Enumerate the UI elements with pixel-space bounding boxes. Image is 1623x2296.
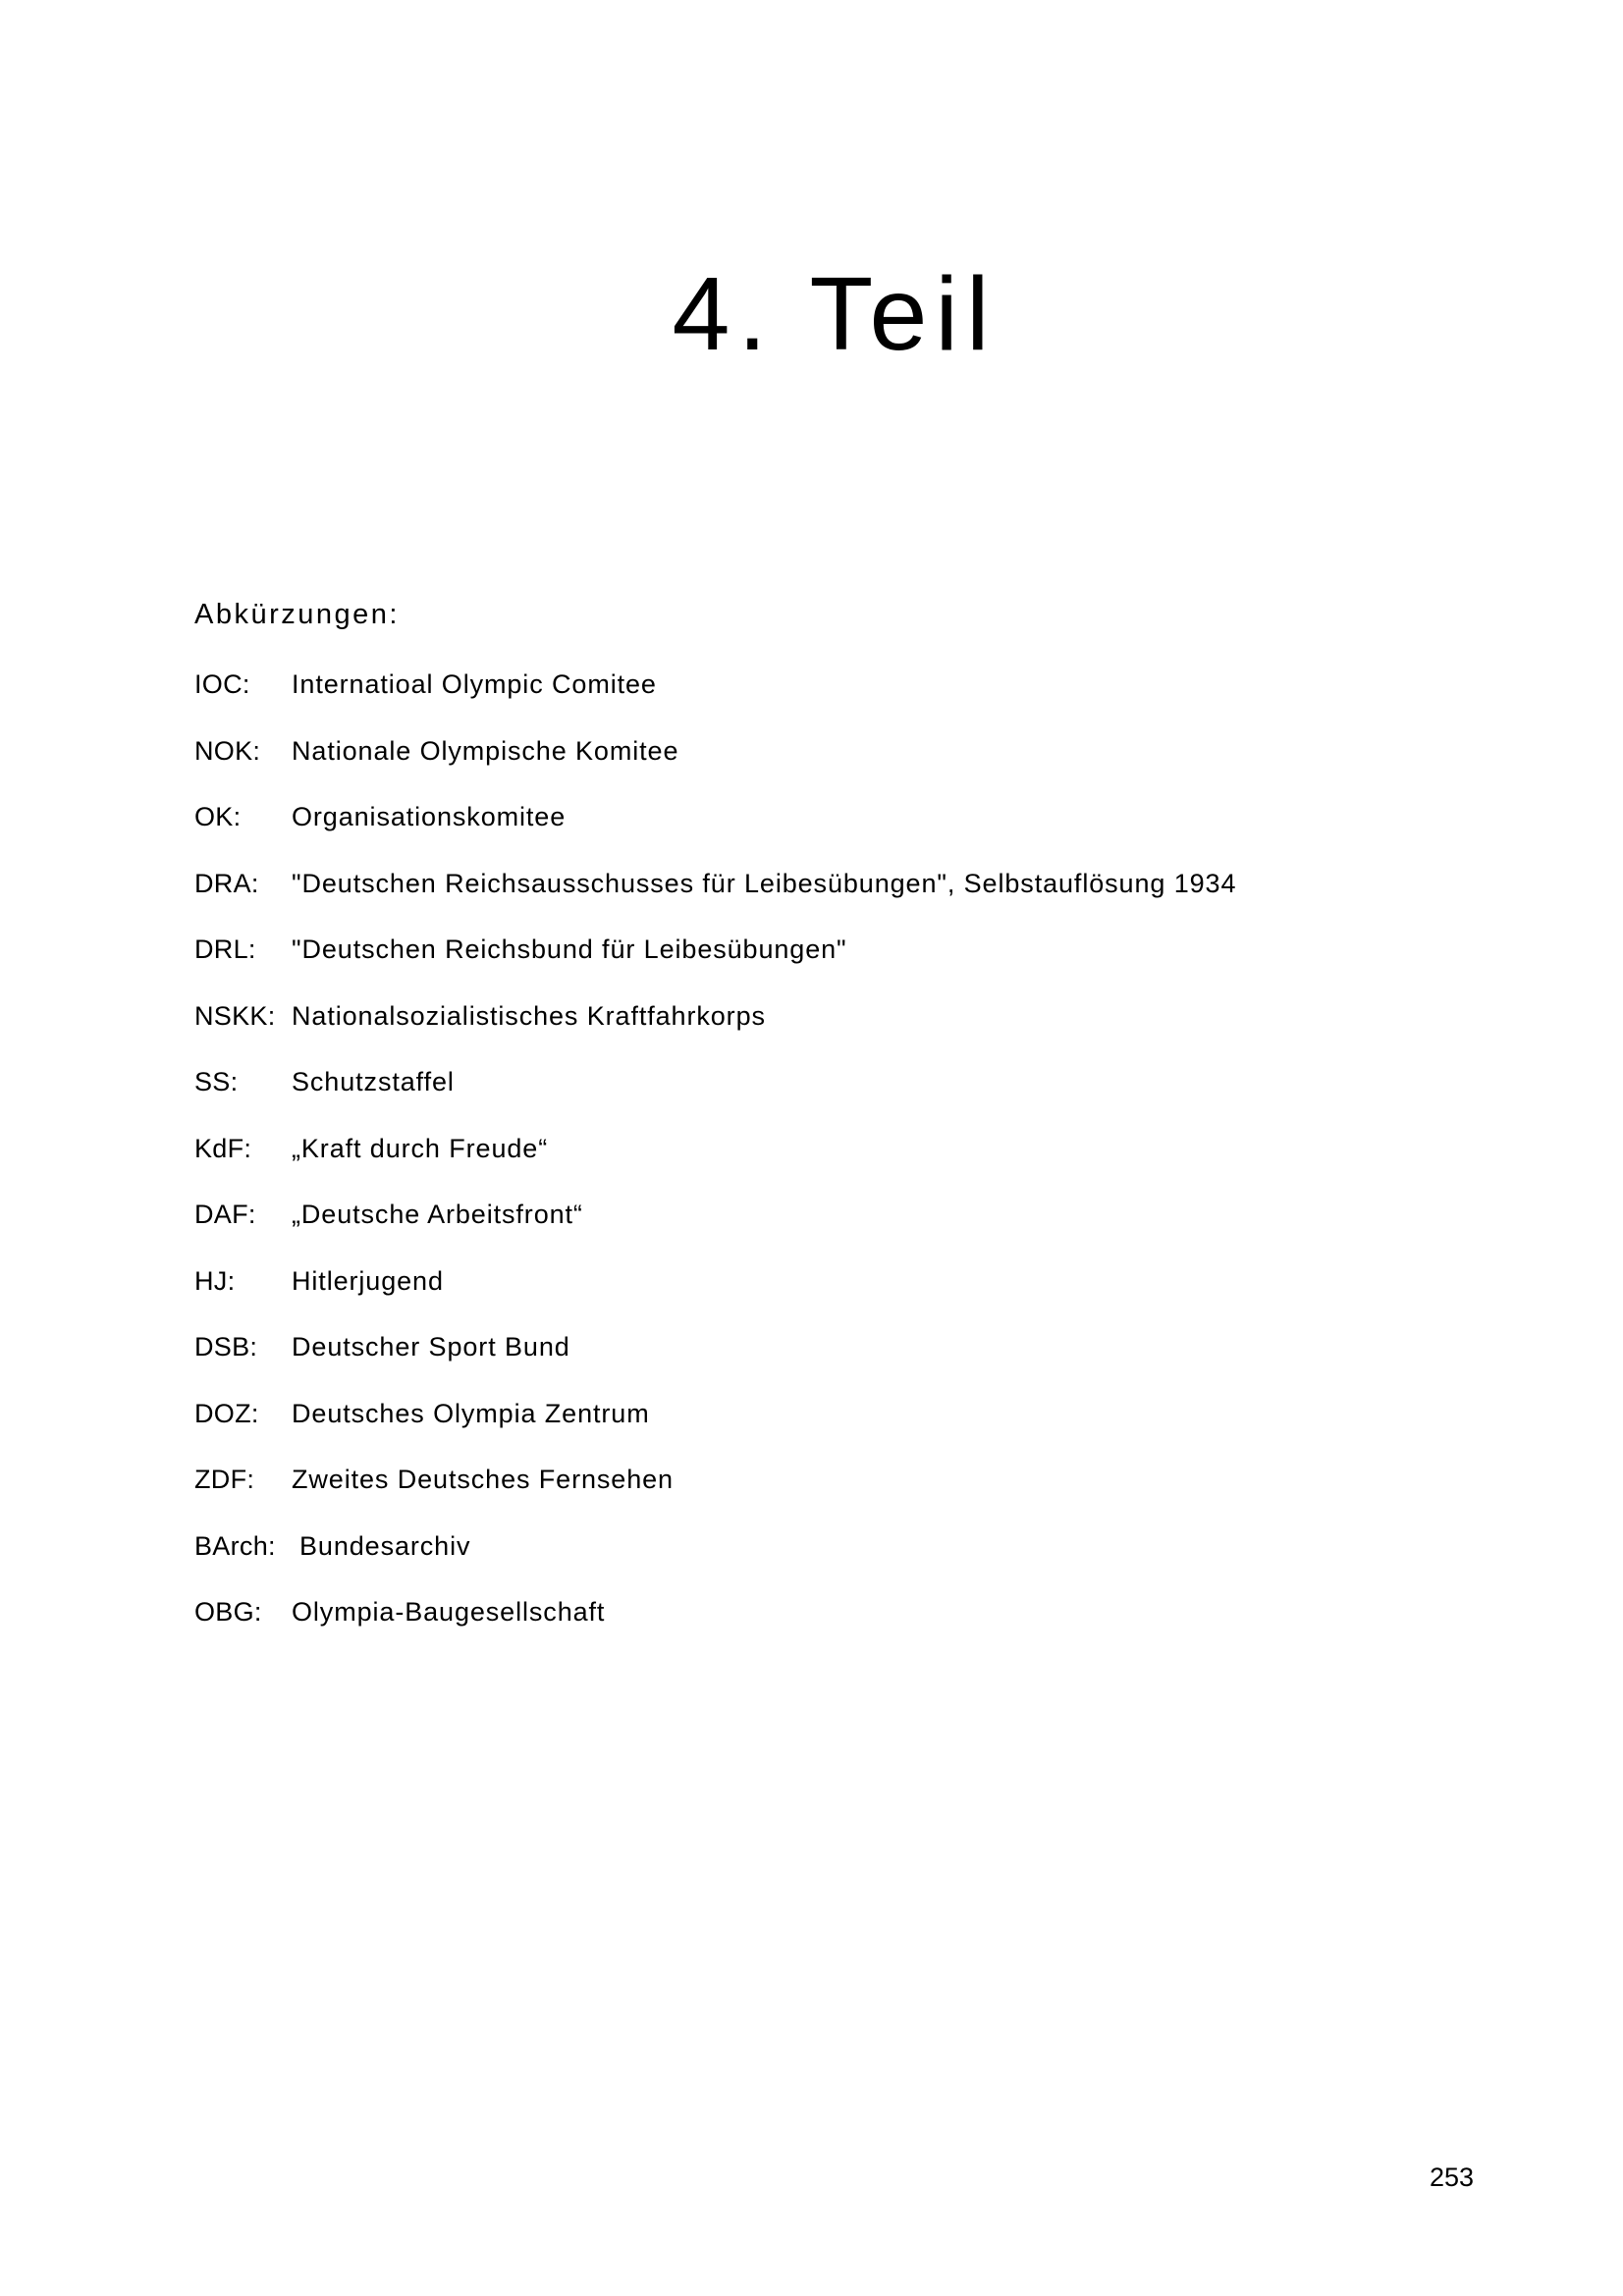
abbreviation-key: NSKK: — [194, 1000, 276, 1031]
abbreviation-value: Schutzstaffel — [292, 1067, 455, 1096]
abbreviation-value: Hitlerjugend — [292, 1265, 444, 1296]
abbreviation-key: DSB: — [194, 1332, 258, 1362]
abbreviation-row-dra — [194, 868, 1236, 934]
abbreviation-key: DOZ: — [194, 1398, 259, 1428]
abbreviation-value: Zweites Deutsches Fernsehen — [292, 1465, 674, 1494]
abbreviation-key: OK: — [194, 802, 242, 831]
abbreviation-key: DRL: — [194, 934, 256, 964]
abbreviation-value: „Deutsche Arbeitsfront“ — [292, 1200, 583, 1229]
abbreviation-row-ioc — [194, 668, 1236, 735]
abbreviation-key: OBG: — [194, 1597, 262, 1627]
abbreviation-row-kdf — [194, 1133, 1236, 1200]
abbreviation-key: DRA: — [194, 868, 259, 898]
abbreviation-value: Olympia-Baugesellschaft — [292, 1597, 606, 1627]
abbreviation-value: "Deutschen Reichsbund für Leibesübungen" — [292, 934, 847, 964]
abbreviation-value: „Kraft durch Freude“ — [292, 1133, 549, 1163]
abbreviation-key: BArch: — [194, 1530, 276, 1561]
abbreviation-key: HJ: — [194, 1265, 236, 1296]
abbreviation-value: Internatioal Olympic Comitee — [292, 669, 657, 699]
abbreviation-key: NOK: — [194, 735, 261, 766]
abbreviation-row-drl — [194, 934, 1236, 1000]
abbreviation-row-nok — [194, 735, 1236, 802]
abbreviation-value: Organisationskomitee — [292, 802, 567, 831]
page-title: 4. Teil — [672, 256, 998, 373]
abbreviation-value: Nationalsozialistisches Kraftfahrkorps — [292, 1000, 766, 1031]
abbreviation-row-daf — [194, 1199, 1236, 1265]
abbreviation-row-ss — [194, 1066, 1236, 1133]
abbreviation-value: Deutsches Olympia Zentrum — [292, 1398, 650, 1428]
abbreviation-row-ok — [194, 801, 1236, 868]
abbreviation-value: Bundesarchiv — [299, 1530, 471, 1561]
abbreviation-row-dsb — [194, 1331, 1236, 1398]
abbreviation-row-nskk — [194, 1000, 1236, 1067]
abbreviation-key: ZDF: — [194, 1465, 255, 1494]
abbreviation-row-obg — [194, 1596, 1236, 1663]
page-number: 253 — [1430, 2163, 1475, 2192]
abbreviation-key: IOC: — [194, 669, 250, 699]
abbreviations-heading: Abkürzungen: — [194, 599, 400, 630]
abbreviation-value: "Deutschen Reichsausschusses für Leibesübungen", Selbstauflösung 1934 — [292, 868, 1237, 898]
abbreviations-list — [194, 668, 1236, 1663]
abbreviation-row-doz — [194, 1398, 1236, 1465]
abbreviation-key: KdF: — [194, 1133, 252, 1163]
abbreviation-row-zdf — [194, 1464, 1236, 1530]
abbreviation-key: DAF: — [194, 1200, 256, 1229]
abbreviation-key: SS: — [194, 1067, 239, 1096]
abbreviation-row-barch — [194, 1530, 1236, 1597]
abbreviation-row-hj — [194, 1265, 1236, 1332]
abbreviation-value: Nationale Olympische Komitee — [292, 735, 679, 766]
abbreviation-value: Deutscher Sport Bund — [292, 1332, 570, 1362]
